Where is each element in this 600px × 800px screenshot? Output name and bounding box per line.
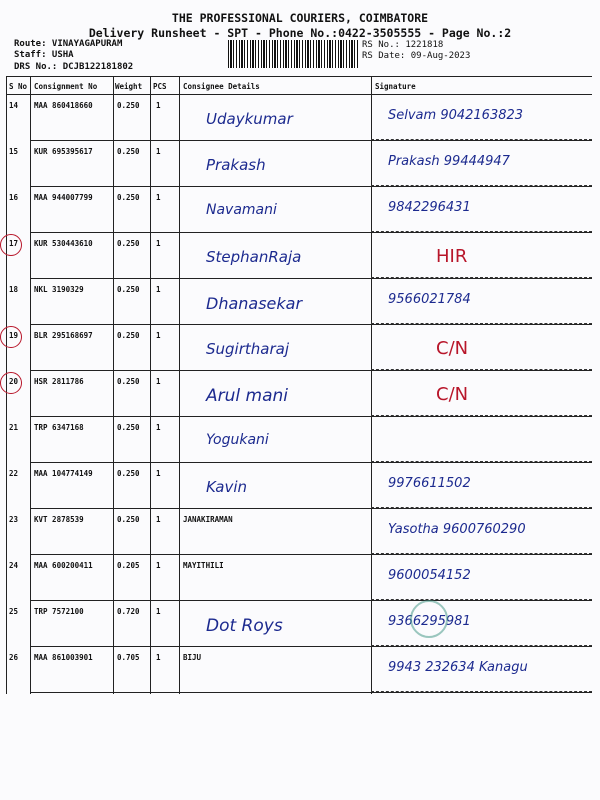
handwritten-name: Prakash (206, 156, 266, 174)
row-weight: 0.250 (117, 331, 140, 340)
col-consignment: Consignment No (34, 82, 98, 91)
row-weight: 0.250 (117, 193, 140, 202)
row-pcs: 1 (156, 101, 161, 110)
signature-divider (371, 461, 592, 462)
row-consignment: KUR 530443610 (34, 239, 93, 248)
row-consignment: KVT 2878539 (34, 515, 84, 524)
col-signature: Signature (375, 82, 416, 91)
handwritten-signature: Yasotha 9600760290 (388, 522, 526, 537)
row-weight: 0.720 (117, 607, 140, 616)
handwritten-signature: 9600054152 (388, 568, 471, 583)
stamp-mark (410, 600, 448, 638)
row-pcs: 1 (156, 147, 161, 156)
signature-divider (371, 185, 592, 186)
row-weight: 0.250 (117, 285, 140, 294)
handwritten-signature: 9943 232634 Kanagu (388, 660, 528, 675)
handwritten-name: Sugirtharaj (206, 340, 289, 358)
handwritten-name: StephanRaja (206, 248, 302, 266)
row-pcs: 1 (156, 193, 161, 202)
signature-divider (371, 415, 592, 416)
row-weight: 0.250 (117, 469, 140, 478)
row-pcs: 1 (156, 377, 161, 386)
rs-date: RS Date: 09-Aug-2023 (362, 51, 471, 61)
handwritten-name: Navamani (206, 202, 277, 218)
signature-divider (371, 691, 592, 692)
signature-divider (371, 231, 592, 232)
rs-number: RS No.: 1221818 (362, 40, 444, 50)
signature-divider (371, 599, 592, 600)
row-sno: 23 (9, 515, 19, 524)
row-pcs: 1 (156, 653, 161, 662)
row-sno: 22 (9, 469, 19, 478)
row-pcs: 1 (156, 561, 161, 570)
row-divider (30, 232, 592, 233)
row-weight: 0.250 (117, 239, 140, 248)
col-sno: S No (9, 82, 28, 91)
row-pcs: 1 (156, 239, 161, 248)
row-divider (30, 416, 592, 417)
row-weight: 0.250 (117, 101, 140, 110)
row-divider (30, 370, 592, 371)
row-pcs: 1 (156, 331, 161, 340)
row-sno: 26 (9, 653, 19, 662)
row-divider (30, 140, 592, 141)
signature-divider (371, 645, 592, 646)
row-pcs: 1 (156, 285, 161, 294)
document-subtitle: Delivery Runsheet - SPT - Phone No.:0422-3505555 - Page No.:2 (88, 26, 512, 40)
signature-divider (371, 139, 592, 140)
red-circle-mark (0, 234, 22, 256)
row-sno: 24 (9, 561, 19, 570)
row-consignment: MAA 600200411 (34, 561, 93, 570)
row-consignment: MAA 104774149 (34, 469, 93, 478)
handwritten-signature: Selvam 9042163823 (388, 108, 524, 123)
row-weight: 0.250 (117, 377, 140, 386)
row-divider (30, 508, 592, 509)
row-consignment: HSR 2811786 (34, 377, 84, 386)
row-pcs: 1 (156, 469, 161, 478)
row-sno: 25 (9, 607, 19, 616)
route-label: Route: VINAYAGAPURAM (14, 39, 123, 49)
staff-label: Staff: USHA (14, 50, 74, 60)
signature-divider (371, 277, 592, 278)
col-consignee: Consignee Details (183, 82, 260, 91)
handwritten-name: Yogukani (206, 432, 269, 448)
red-circle-mark (0, 372, 22, 394)
row-sno: 14 (9, 101, 19, 110)
row-weight: 0.250 (117, 147, 140, 156)
row-pcs: 1 (156, 515, 161, 524)
row-divider (30, 600, 592, 601)
runsheet-table (6, 76, 592, 694)
signature-divider (371, 323, 592, 324)
row-weight: 0.705 (117, 653, 140, 662)
row-weight: 0.205 (117, 561, 140, 570)
handwritten-name: Udaykumar (206, 110, 293, 128)
signature-divider (371, 553, 592, 554)
row-consignment: MAA 861003901 (34, 653, 93, 662)
row-consignment: TRP 6347168 (34, 423, 84, 432)
red-status-mark: HIR (436, 246, 468, 267)
row-divider (30, 462, 592, 463)
signature-divider (371, 507, 592, 508)
handwritten-name: Kavin (206, 478, 248, 496)
row-consignee: BIJU (183, 653, 202, 662)
row-consignment: TRP 7572100 (34, 607, 84, 616)
row-divider (30, 692, 592, 693)
row-pcs: 1 (156, 423, 161, 432)
row-sno: 15 (9, 147, 19, 156)
row-weight: 0.250 (117, 423, 140, 432)
red-status-mark: C/N (436, 338, 469, 359)
row-sno: 19 (9, 331, 19, 340)
row-consignment: KUR 695395617 (34, 147, 93, 156)
handwritten-signature: Prakash 99444947 (388, 154, 510, 169)
row-pcs: 1 (156, 607, 161, 616)
row-sno: 21 (9, 423, 19, 432)
handwritten-signature: 9566021784 (388, 292, 471, 307)
row-consignment: MAA 860418660 (34, 101, 93, 110)
drs-number: DRS No.: DCJB122181802 (14, 62, 134, 72)
row-consignment: MAA 944007799 (34, 193, 93, 202)
col-pcs: PCS (153, 82, 167, 91)
handwritten-name: Arul mani (206, 386, 288, 406)
row-divider (30, 646, 592, 647)
row-consignment: BLR 295168697 (34, 331, 93, 340)
handwritten-signature: 9976611502 (388, 476, 471, 491)
row-divider (30, 324, 592, 325)
barcode (228, 40, 358, 68)
row-consignee: JANAKIRAMAN (183, 515, 233, 524)
row-sno: 20 (9, 377, 19, 386)
handwritten-signature: 9842296431 (388, 200, 471, 215)
col-weight: Weight (115, 82, 143, 91)
handwritten-signature: 9366295981 (388, 614, 471, 629)
handwritten-name: Dot Roys (206, 616, 283, 636)
row-weight: 0.250 (117, 515, 140, 524)
handwritten-name: Dhanasekar (206, 294, 303, 313)
row-sno: 18 (9, 285, 19, 294)
signature-divider (371, 369, 592, 370)
row-divider (30, 554, 592, 555)
row-sno: 16 (9, 193, 19, 202)
row-sno: 17 (9, 239, 19, 248)
red-circle-mark (0, 326, 22, 348)
row-divider (30, 186, 592, 187)
row-consignment: NKL 3190329 (34, 285, 84, 294)
document-title: THE PROFESSIONAL COURIERS, COIMBATORE (171, 11, 429, 25)
row-divider (30, 278, 592, 279)
row-consignee: MAYITHILI (183, 561, 224, 570)
red-status-mark: C/N (436, 384, 469, 405)
